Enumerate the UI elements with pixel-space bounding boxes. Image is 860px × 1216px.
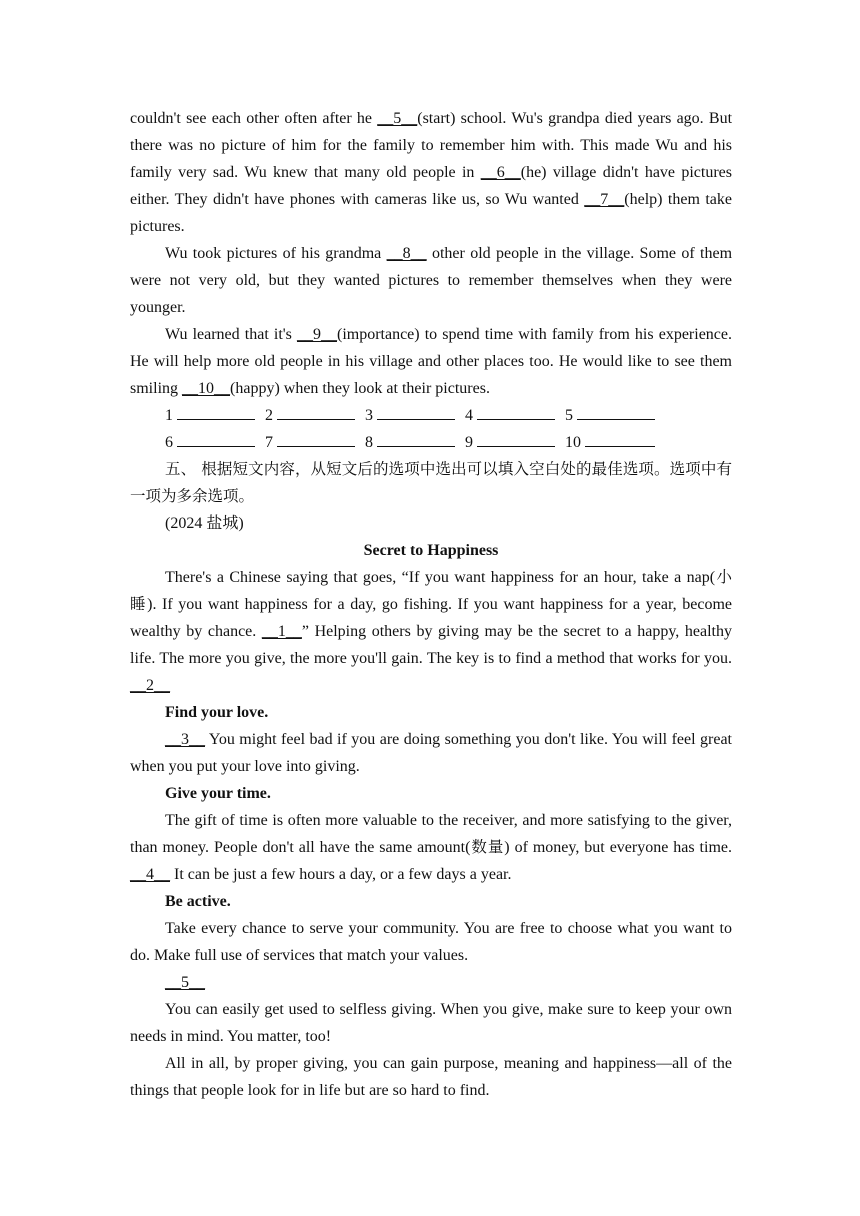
text: You might feel bad if you are doing something you don't like. You will feel great when you put your love into giving. [130, 731, 732, 775]
answer-line[interactable] [477, 432, 555, 447]
source-note [130, 510, 732, 537]
paragraph [130, 726, 732, 780]
text: ” Helping others by giving may be the secret to a happy, healthy life. The more you give, the more you'll gain. The key is to find a method that works for you. [130, 623, 732, 667]
text: ) of money, but everyone has time. [504, 839, 732, 856]
blank-10: __10__ [182, 380, 231, 397]
answer-cell [165, 402, 265, 429]
blank-4: __4__ [130, 866, 170, 883]
answer-cell [565, 429, 665, 456]
answer-number: 6 [165, 434, 173, 451]
answer-line[interactable] [577, 405, 655, 420]
answer-line[interactable] [177, 432, 255, 447]
text: It can be just a few hours a day, or a few days a year. [170, 866, 512, 883]
blank-3: __3__ [165, 731, 205, 748]
blank-7: __7__ [584, 191, 625, 208]
blank-6: __6__ [480, 164, 521, 181]
answer-cell [465, 402, 565, 429]
blank-5: __5__ [165, 974, 205, 991]
text: The gift of time is often more valuable to the receiver, and more satisfying to the giver, than money. People don't all have the same amount( [130, 812, 732, 856]
answer-number: 1 [165, 407, 173, 424]
blank-5-line [130, 969, 732, 996]
paragraph [130, 564, 732, 699]
section-instruction: 五、 根据短文内容，从短文后的选项中选出可以填入空白处的最佳选项。选项中有一项为多余选项。 [130, 460, 732, 505]
text: (importance) to spend time with family from his experience. He will help more old people in his village and other places too. He would like to see them smiling [130, 326, 732, 397]
source-text: (2024 盐城) [165, 515, 244, 532]
text: (he) village didn't have pictures either. They didn't have phones with cameras like us, so Wu wanted [130, 164, 732, 208]
answer-cell [165, 429, 265, 456]
answer-cell [365, 429, 465, 456]
answer-line[interactable] [277, 432, 355, 447]
paragraph: You can easily get used to selfless giving. When you give, make sure to keep your own needs in mind. You matter, too! [130, 1001, 732, 1045]
answer-number: 3 [365, 407, 373, 424]
answer-line[interactable] [377, 405, 455, 420]
paragraph [130, 321, 732, 402]
answer-number: 10 [565, 434, 581, 451]
text: Wu took pictures of his grandma [165, 245, 387, 262]
text: (happy) when they look at their pictures. [230, 380, 490, 397]
answer-number: 4 [465, 407, 473, 424]
document-page [130, 105, 732, 1104]
paragraph [130, 807, 732, 888]
answer-row-1 [130, 402, 732, 429]
subheading-give-your-time: Give your time. [165, 785, 271, 802]
answer-cell [565, 402, 665, 429]
text: Wu learned that it's [165, 326, 297, 343]
answer-line[interactable] [585, 432, 655, 447]
answer-number: 7 [265, 434, 273, 451]
text: ). If you want happiness for a day, go fishing. If you want happiness for a year, become wealthy by chance. [130, 596, 732, 640]
text: (help) them take pictures. [130, 191, 733, 235]
text: There's a Chinese saying that goes, “If you want happiness for an hour, take a nap( [165, 569, 716, 586]
answer-line[interactable] [377, 432, 455, 447]
answer-cell [365, 402, 465, 429]
paragraph [130, 240, 732, 321]
answer-number: 8 [365, 434, 373, 451]
text: couldn't see each other often after he [130, 110, 378, 127]
text: (start) school. Wu's grandpa died years ago. But there was no picture of him for the family to remember him with. This made Wu and his family very sad. Wu knew that many old people in [130, 110, 733, 181]
text: other old people in the village. Some of them were not very old, but they wanted pictures to remember themselves when they were younger. [130, 245, 733, 316]
blank-5: __5__ [377, 110, 418, 127]
answer-number: 5 [565, 407, 573, 424]
answer-row-2 [130, 429, 732, 456]
subheading-be-active: Be active. [165, 893, 231, 910]
chinese-gloss: 小睡 [130, 568, 732, 613]
answer-line[interactable] [177, 405, 255, 420]
answer-number: 9 [465, 434, 473, 451]
paragraph: All in all, by proper giving, you can gain purpose, meaning and happiness—all of the things that people look for in life but are so hard to find. [130, 1055, 732, 1099]
subheading-find-your-love: Find your love. [165, 704, 269, 721]
blank-9: __9__ [296, 326, 337, 343]
answer-number: 2 [265, 407, 273, 424]
paragraph: Take every chance to serve your community. You are free to choose what you want to do. Make full use of services that match your values. [130, 920, 732, 964]
blank-8: __8__ [386, 245, 427, 262]
answer-line[interactable] [277, 405, 355, 420]
answer-cell [265, 402, 365, 429]
chinese-gloss: 数量 [470, 838, 505, 856]
blank-2: __2__ [130, 677, 170, 694]
blank-1: __1__ [261, 623, 302, 640]
passage-title: Secret to Happiness [363, 542, 499, 559]
answer-line[interactable] [477, 405, 555, 420]
paragraph [130, 105, 732, 240]
answer-cell [465, 429, 565, 456]
answer-cell [265, 429, 365, 456]
